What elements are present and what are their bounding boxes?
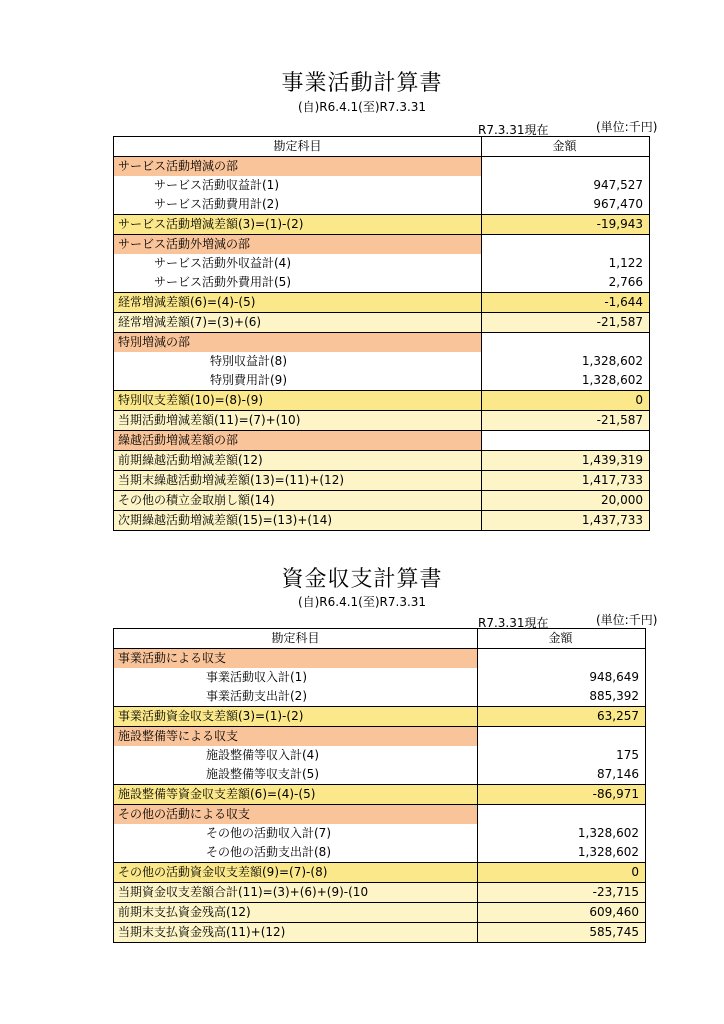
row-label: 経常増減差額(7)=(3)+(6) — [114, 313, 482, 333]
statement2-title: 資金収支計算書 — [281, 567, 443, 592]
row-amount: 87,146 — [478, 765, 646, 785]
header-amount: 金額 — [482, 137, 650, 157]
row-label: その他の活動による収支 — [114, 805, 478, 825]
table-row — [114, 805, 646, 825]
row-label: その他の活動収入計(7) — [114, 824, 478, 843]
header-item: 勘定科目 — [114, 137, 482, 157]
row-label: 事業活動支出計(2) — [114, 687, 478, 707]
row-amount: 967,470 — [482, 195, 650, 215]
row-amount — [478, 649, 646, 669]
statement2-period: (自)R6.4.1(至)R7.3.31 — [297, 595, 427, 609]
table-header — [114, 629, 646, 649]
activity-statement-table — [113, 136, 650, 531]
table-header — [114, 137, 650, 157]
table-row — [114, 391, 650, 411]
row-amount: -21,587 — [482, 411, 650, 431]
row-label: その他の活動支出計(8) — [114, 843, 478, 863]
row-amount: 585,745 — [478, 923, 646, 943]
row-label: 次期繰越活動増減差額(15)=(13)+(14) — [114, 511, 482, 531]
table-row — [114, 333, 650, 353]
table-row — [114, 883, 646, 903]
table-row — [114, 843, 646, 863]
table-row — [114, 313, 650, 333]
row-label: サービス活動収益計(1) — [114, 176, 482, 195]
row-label: 経常増減差額(6)=(4)-(5) — [114, 293, 482, 313]
row-amount: 0 — [478, 863, 646, 883]
row-label: 前期繰越活動増減差額(12) — [114, 451, 482, 471]
row-label: 特別費用計(9) — [114, 371, 482, 391]
row-label: その他の積立金取崩し額(14) — [114, 491, 482, 511]
table-row — [114, 352, 650, 371]
row-label: 施設整備等収支計(5) — [114, 765, 478, 785]
header-item: 勘定科目 — [114, 629, 478, 649]
row-amount: 885,392 — [478, 687, 646, 707]
row-amount: 175 — [478, 746, 646, 765]
statement1-title: 事業活動計算書 — [281, 71, 443, 96]
row-label: 当期活動増減差額(11)=(7)+(10) — [114, 411, 482, 431]
table-row — [114, 668, 646, 687]
table-row — [114, 785, 646, 805]
table-row — [114, 707, 646, 727]
table-row — [114, 254, 650, 273]
table-row — [114, 746, 646, 765]
row-amount: -19,943 — [482, 215, 650, 235]
statement2-unit: (単位:千円) — [596, 613, 658, 627]
row-label: 特別収支差額(10)=(8)-(9) — [114, 391, 482, 411]
row-label: 事業活動による収支 — [114, 649, 478, 669]
row-amount: 948,649 — [478, 668, 646, 687]
table-row — [114, 411, 650, 431]
row-amount: 20,000 — [482, 491, 650, 511]
row-label: サービス活動外費用計(5) — [114, 273, 482, 293]
row-amount: 1,328,602 — [482, 371, 650, 391]
row-label: 当期資金収支差額合計(11)=(3)+(6)+(9)-(10 — [114, 883, 478, 903]
table-row — [114, 215, 650, 235]
row-amount — [478, 727, 646, 747]
table-row — [114, 451, 650, 471]
table-row — [114, 765, 646, 785]
row-label: サービス活動費用計(2) — [114, 195, 482, 215]
row-amount: 1,122 — [482, 254, 650, 273]
table-row — [114, 176, 650, 195]
table-row — [114, 863, 646, 883]
table-row — [114, 491, 650, 511]
row-label: 施設整備等による収支 — [114, 727, 478, 747]
table-row — [114, 649, 646, 669]
row-amount — [482, 333, 650, 353]
row-label: 特別増減の部 — [114, 333, 482, 353]
table-row — [114, 195, 650, 215]
row-label: 事業活動収入計(1) — [114, 668, 478, 687]
table-row — [114, 511, 650, 531]
table-row — [114, 293, 650, 313]
row-label: 繰越活動増減差額の部 — [114, 431, 482, 451]
row-amount: 63,257 — [478, 707, 646, 727]
table-row — [114, 923, 646, 943]
statement2-as-of: R7.3.31現在 — [478, 616, 549, 630]
row-amount — [482, 235, 650, 255]
row-amount: 609,460 — [478, 903, 646, 923]
table-row — [114, 431, 650, 451]
table-row — [114, 903, 646, 923]
row-amount — [478, 805, 646, 825]
statement1-period: (自)R6.4.1(至)R7.3.31 — [297, 100, 427, 114]
row-amount: -21,587 — [482, 313, 650, 333]
row-label: 施設整備等収入計(4) — [114, 746, 478, 765]
row-label: サービス活動外増減の部 — [114, 235, 482, 255]
row-amount — [482, 431, 650, 451]
row-amount: 1,328,602 — [478, 843, 646, 863]
row-label: 事業活動資金収支差額(3)=(1)-(2) — [114, 707, 478, 727]
statement1-as-of: R7.3.31現在 — [478, 123, 549, 137]
table-row — [114, 727, 646, 747]
header-amount: 金額 — [478, 629, 646, 649]
row-label: サービス活動外収益計(4) — [114, 254, 482, 273]
row-label: 施設整備等資金収支差額(6)=(4)-(5) — [114, 785, 478, 805]
table-row — [114, 687, 646, 707]
row-amount: -1,644 — [482, 293, 650, 313]
table-row — [114, 235, 650, 255]
row-amount: 2,766 — [482, 273, 650, 293]
row-label: 特別収益計(8) — [114, 352, 482, 371]
row-label: 当期末支払資金残高(11)+(12) — [114, 923, 478, 943]
table-row — [114, 471, 650, 491]
row-amount: 1,437,733 — [482, 511, 650, 531]
row-amount: 947,527 — [482, 176, 650, 195]
row-label: 前期末支払資金残高(12) — [114, 903, 478, 923]
table-row — [114, 157, 650, 177]
cashflow-statement-table — [113, 628, 646, 943]
statement1-unit: (単位:千円) — [596, 120, 658, 134]
table-row — [114, 371, 650, 391]
row-label: その他の活動資金収支差額(9)=(7)-(8) — [114, 863, 478, 883]
row-amount: 1,328,602 — [478, 824, 646, 843]
row-amount — [482, 157, 650, 177]
table-row — [114, 824, 646, 843]
row-label: サービス活動増減差額(3)=(1)-(2) — [114, 215, 482, 235]
row-label: 当期末繰越活動増減差額(13)=(11)+(12) — [114, 471, 482, 491]
row-amount: 1,328,602 — [482, 352, 650, 371]
row-label: サービス活動増減の部 — [114, 157, 482, 177]
row-amount: 1,439,319 — [482, 451, 650, 471]
table-row — [114, 273, 650, 293]
row-amount: 1,417,733 — [482, 471, 650, 491]
row-amount: 0 — [482, 391, 650, 411]
row-amount: -86,971 — [478, 785, 646, 805]
row-amount: -23,715 — [478, 883, 646, 903]
